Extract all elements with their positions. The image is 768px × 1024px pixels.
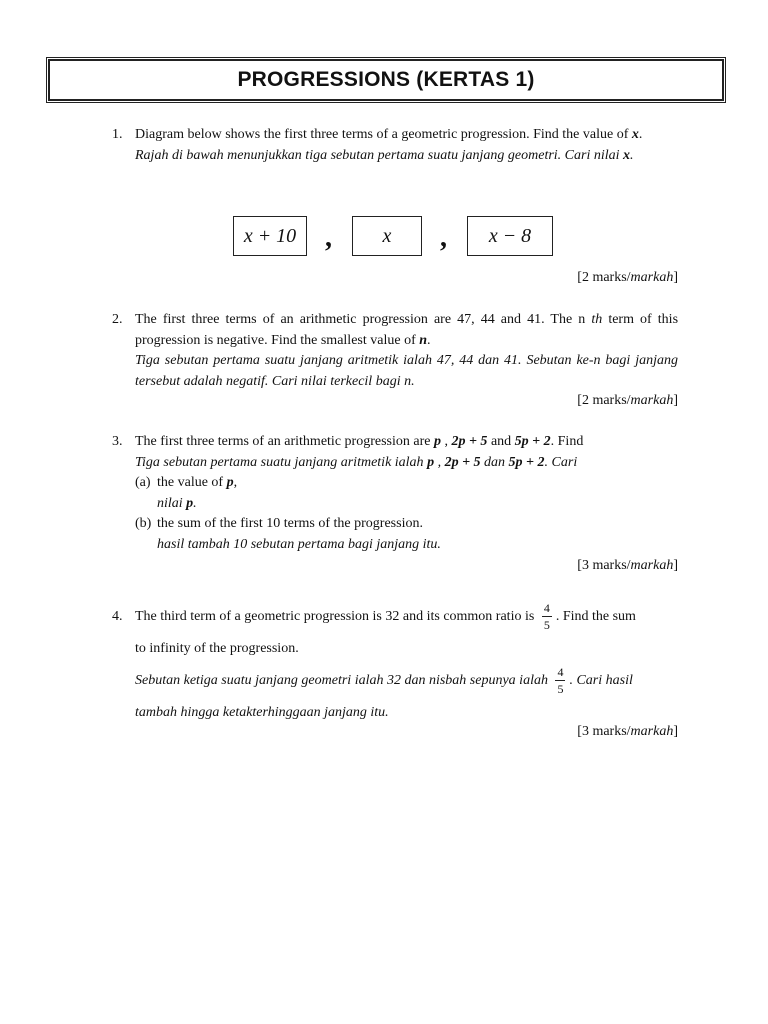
text: Sebutan ketiga suatu janjang geometri ialah 32 dan nisbah sepunya ialah [135, 673, 548, 688]
question-number: 2. [112, 312, 123, 327]
fraction-numerator: 4 [543, 601, 550, 616]
question-text-en [135, 125, 678, 146]
question-number: 3. [112, 434, 123, 449]
text: nilai [157, 495, 183, 511]
page-title: PROGRESSIONS (KERTAS 1) [237, 68, 535, 91]
title-box [48, 59, 724, 101]
text: the sum of the first 10 terms of the progression. [157, 516, 423, 531]
part-a [135, 473, 678, 494]
variable: p [226, 475, 234, 490]
fraction [542, 601, 552, 632]
term: p [433, 434, 441, 449]
text: ] [673, 724, 678, 739]
term: p [427, 454, 435, 470]
fraction-bar [542, 616, 552, 617]
text: [3 marks/ [577, 558, 631, 573]
part-a-ms [135, 494, 678, 515]
term: 2p + 5 [451, 434, 488, 449]
text: [2 marks/ [577, 393, 631, 408]
question-text-en-cont: to infinity of the progression. [135, 641, 299, 656]
text: [3 marks/ [577, 724, 631, 739]
text: . Cari [544, 454, 578, 470]
marks-q4 [112, 722, 678, 743]
fraction [555, 665, 565, 696]
text: . [193, 495, 197, 511]
text: , [233, 475, 238, 490]
text: . [630, 147, 634, 163]
text: ] [673, 270, 678, 285]
separator: , [325, 222, 332, 253]
term: 2p + 5 [444, 454, 481, 470]
text: The first three terms of an arithmetic progression are [135, 434, 431, 449]
term-box: x − 8 [467, 216, 553, 256]
text: Rajah di bawah menunjukkan tiga sebutan pertama suatu janjang geometri. Cari nilai [135, 147, 620, 163]
text: . [427, 332, 431, 348]
text: , [437, 454, 442, 470]
text: and [490, 434, 512, 449]
progression-terms [233, 216, 563, 258]
text: [2 marks/ [577, 270, 631, 285]
text: Diagram below shows the first three terms of a geometric progression. Find the value of [135, 127, 629, 142]
term: 5p + 2 [514, 434, 551, 449]
text: . Find the sum [555, 609, 636, 624]
question-3 [112, 432, 678, 555]
text: ] [673, 393, 678, 408]
question-text-ms [135, 453, 678, 474]
text: markah [630, 270, 674, 285]
text: Tiga sebutan pertama suatu janjang aritmetik ialah [135, 454, 424, 470]
term: 5p + 2 [508, 454, 545, 470]
question-text-ms [135, 146, 678, 167]
fraction-numerator: 4 [557, 665, 564, 680]
part-label: (a) [135, 475, 151, 490]
question-number: 1. [112, 127, 123, 142]
text: , [444, 434, 448, 449]
variable: x [623, 147, 631, 163]
variable: n [419, 332, 428, 348]
question-2 [112, 310, 678, 392]
text: dan [484, 454, 506, 470]
text: markah [630, 393, 674, 408]
fraction-denominator: 5 [557, 682, 564, 697]
marks-q2 [112, 391, 678, 412]
question-text-ms-cont: tambah hingga ketakterhinggaan janjang itu. [135, 705, 389, 720]
text: The first three terms of an arithmetic progression are 47, 44 and 41. The n [135, 312, 586, 327]
text: the value of [157, 475, 224, 490]
question-4 [112, 601, 678, 729]
text: term of this progression is negative. Find the smallest value of [135, 312, 679, 348]
question-1 [112, 125, 678, 166]
fraction-denominator: 5 [543, 618, 550, 633]
term-box: x + 10 [233, 216, 307, 256]
separator: , [440, 222, 447, 253]
question-text-en [135, 310, 678, 351]
variable: x [631, 127, 639, 142]
part-label: (b) [135, 516, 152, 531]
text: markah [630, 558, 674, 573]
question-text-en [135, 601, 678, 633]
text: markah [630, 724, 674, 739]
text: The third term of a geometric progression is 32 and its common ratio is [135, 609, 535, 624]
question-text-ms: Tiga sebutan pertama suatu janjang aritmetik ialah 47, 44 dan 41. Sebutan ke-n bagi janjang tersebut adalah negatif. Cari nilai terkecil bagi n. [135, 353, 678, 389]
text: . Find [550, 434, 584, 449]
text: . [638, 127, 643, 142]
part-b [135, 514, 678, 535]
question-text-en [135, 432, 678, 453]
term-box: x [352, 216, 422, 256]
text: th [591, 312, 603, 327]
question-text-ms [135, 665, 678, 697]
marks-q3 [112, 556, 678, 577]
question-number: 4. [112, 609, 123, 624]
marks-q1 [112, 268, 678, 289]
fraction-bar [555, 680, 565, 681]
text: . Cari hasil [569, 673, 633, 688]
variable: p [186, 495, 194, 511]
part-b-ms: hasil tambah 10 sebutan pertama bagi janjang itu. [157, 536, 441, 552]
text: ] [673, 558, 678, 573]
